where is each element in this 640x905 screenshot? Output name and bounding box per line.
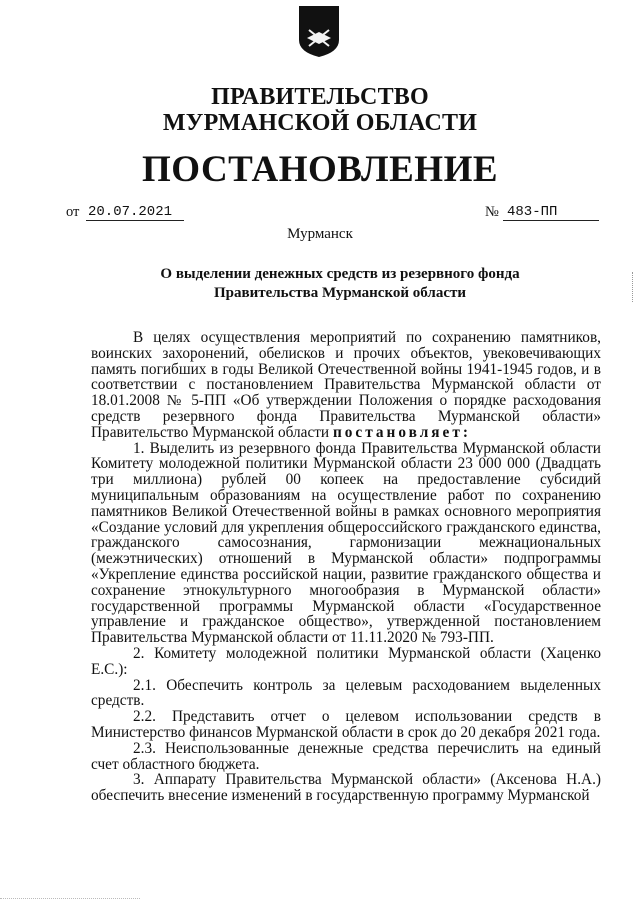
- city-name: Мурманск: [287, 226, 353, 242]
- title-line-2: Правительства Мурманской области: [213, 285, 467, 301]
- government-line-2: МУРМАНСКОЙ ОБЛАСТИ: [162, 110, 478, 136]
- clause-2-3: 2.3. Неиспользованные денежные средства перечислить на единый счет областного бюджета.: [91, 739, 601, 773]
- title-line-1: О выделении денежных средств из резервного фонда: [160, 266, 520, 282]
- government-line-1: ПРАВИТЕЛЬСТВО: [211, 84, 429, 110]
- decree-number: 483-ПП: [503, 204, 599, 221]
- document-title: [0, 265, 640, 303]
- document-type-heading: ПОСТАНОВЛЕНИЕ: [141, 149, 499, 190]
- clause-2: 2. Комитету молодежной политики Мурманской области (Хаценко Е.С.):: [91, 644, 601, 678]
- coat-of-arms-icon: [297, 4, 341, 58]
- decree-date: 20.07.2021: [86, 204, 184, 221]
- clause-3: 3. Аппарату Правительства Мурманской области» (Аксенова Н.А.) обеспечить внесение изменений в государственную программу Мурманской: [91, 771, 601, 805]
- clause-1: 1. Выделить из резервного фонда Правительства Мурманской области Комитету молодежной политики Мурманской области 23 000 000 (Двадцать три миллиона) рублей 00 копеек на предоставление субсидий муниципальным образованиям на осуществление работ по сохранению памятников Великой Отечественной войны в рамках основного мероприятия «Создание условий для укрепления общероссийского гражданского единства, гражданского самосознания, гармонизации межнациональных (межэтнических) отношений в Мурманской области» подпрограммы «Укрепление единства российской нации, развитие гражданского общества и сохранение этнокультурного многообразия в Мурманской области» государственной программы Мурманской области «Государственное управление и гражданское общество», утвержденной постановлением Правительства Мурманской области от 11.11.2020 № 793-ПП.: [91, 439, 601, 647]
- number-label: №: [485, 204, 499, 220]
- date-label: от: [66, 204, 80, 220]
- scan-footer-mark: [0, 898, 140, 902]
- government-name: [0, 84, 640, 136]
- preamble-text: В целях осуществления мероприятий по сохранению памятников, воинских захоронений, обелисков и прочих объектов, увековечивающих память погибших в годы Великой Отечественной войны 1941-1945 годов, и в соответствии с постановлением Правительства Мурманской области от 18.01.2008 № 5-ПП «Об утверждении Положения о порядке расходования средств резервного фонда Правительства Мурманской области» Правительство Мурманской области: [91, 329, 601, 441]
- document-body: [91, 330, 601, 804]
- resolves-keyword: постановляет:: [332, 423, 471, 441]
- clause-2-1: 2.1. Обеспечить контроль за целевым расходованием выделенных средств.: [91, 676, 601, 710]
- preamble-paragraph: [91, 330, 601, 441]
- scan-edge-mark: [632, 272, 635, 302]
- clause-2-2: 2.2. Представить отчет о целевом использовании средств в Министерство финансов Мурманской области в срок до 20 декабря 2021 года.: [91, 708, 601, 741]
